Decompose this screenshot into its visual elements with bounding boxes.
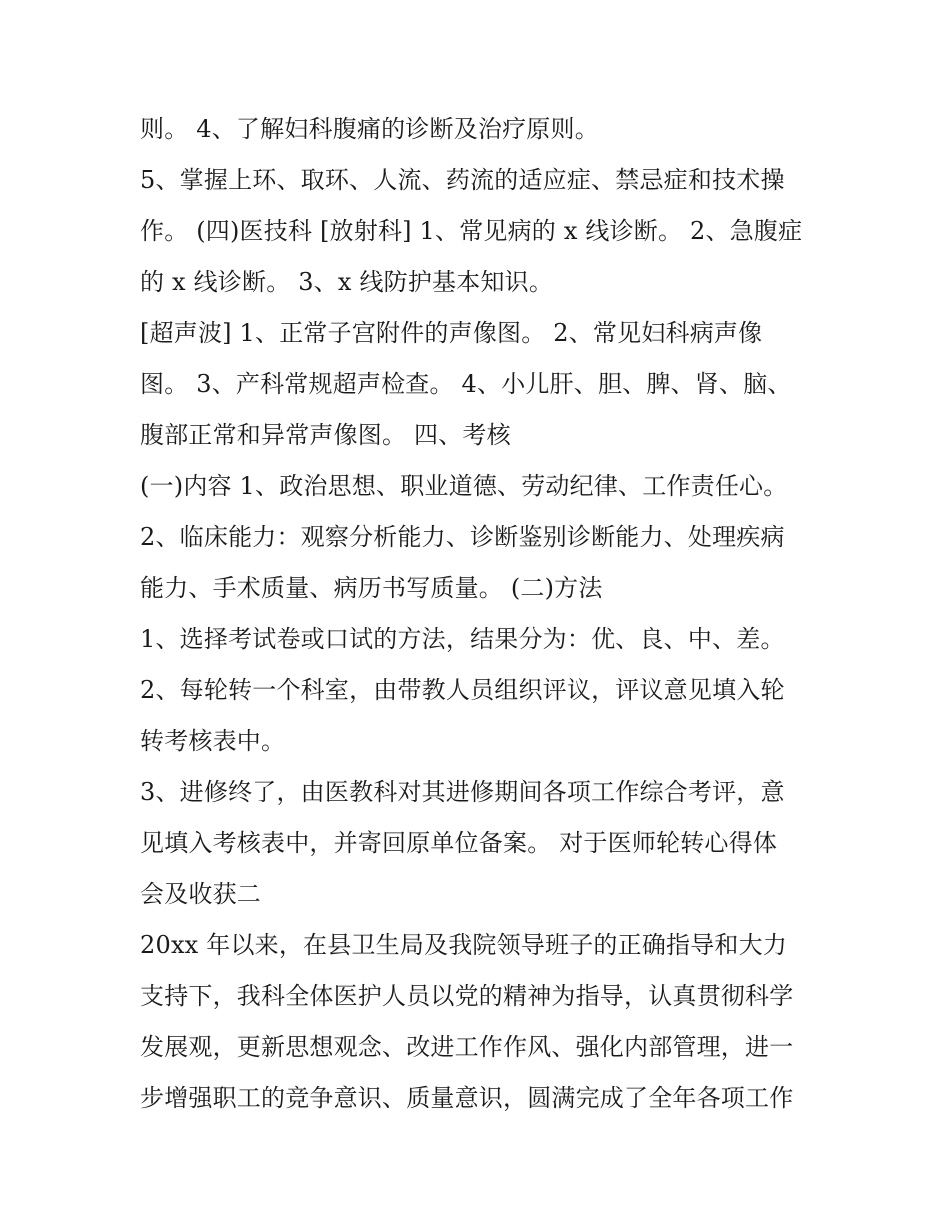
text-line: 则。 4、了解妇科腹痛的诊断及治疗原则。 — [140, 115, 599, 143]
text-line: 的 x 线诊断。 3、x 线防护基本知识。 — [140, 268, 554, 296]
text-line: 5、掌握上环、取环、人流、药流的适应症、禁忌症和技术操 — [140, 166, 785, 194]
text-line: 作。 (四)医技科 [放射科] 1、常见病的 x 线诊断。 2、急腹症 — [140, 217, 803, 245]
text-line: 腹部正常和异常声像图。 四、考核 — [140, 421, 511, 449]
text-line: 1、选择考试卷或口试的方法，结果分为：优、良、中、差。 — [140, 625, 785, 653]
text-line: 支持下，我科全体医护人员以党的精神为指导，认真贯彻科学 — [140, 982, 794, 1010]
document-body — [140, 104, 830, 1124]
text-line: 转考核表中。 — [140, 727, 286, 755]
text-line: 图。 3、产科常规超声检查。 4、小儿肝、胆、脾、肾、脑、 — [140, 370, 792, 398]
text-line: 步增强职工的竞争意识、质量意识，圆满完成了全年各项工作 — [140, 1084, 794, 1112]
text-line: 2、每轮转一个科室，由带教人员组织评议，评议意见填入轮 — [140, 676, 785, 704]
text-line: 2、临床能力：观察分析能力、诊断鉴别诊断能力、处理疾病 — [140, 523, 785, 551]
text-line: 20xx 年以来，在县卫生局及我院领导班子的正确指导和大力 — [140, 931, 788, 959]
text-line: [超声波] 1、正常子宫附件的声像图。 2、常见妇科病声像 — [140, 319, 763, 347]
text-line: (一)内容 1、政治思想、职业道德、劳动纪律、工作责任心。 — [140, 472, 788, 500]
text-line: 见填入考核表中，并寄回原单位备案。 对于医师轮转心得体 — [140, 829, 778, 857]
text-line: 发展观，更新思想观念、改进工作作风、强化内部管理，进一 — [140, 1033, 794, 1061]
text-line: 3、进修终了，由医教科对其进修期间各项工作综合考评，意 — [140, 778, 785, 806]
text-line: 能力、手术质量、病历书写质量。 (二)方法 — [140, 574, 603, 602]
text-line: 会及收获二 — [140, 880, 261, 908]
